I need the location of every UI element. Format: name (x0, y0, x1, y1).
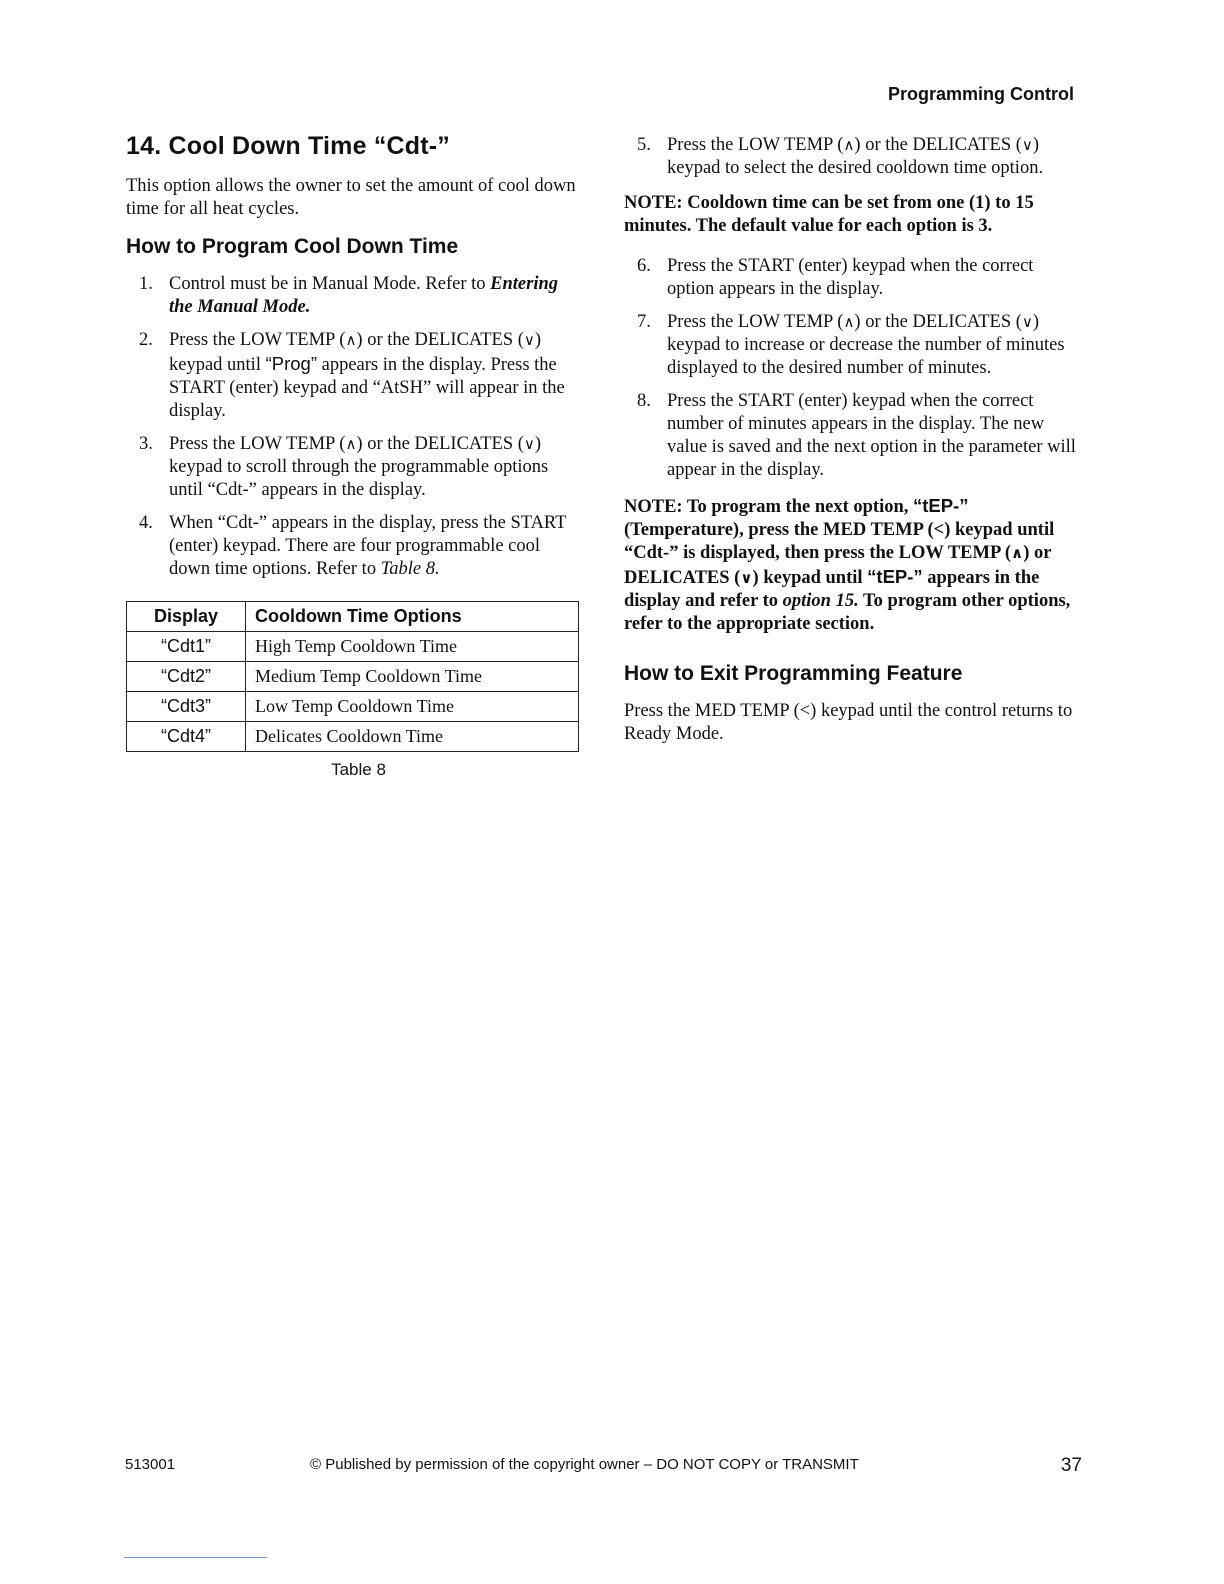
table-row (127, 632, 579, 662)
subheading-program: How to Program Cool Down Time (126, 235, 459, 258)
table-header-display: Display (127, 602, 246, 632)
table-cell-option: Low Temp Cooldown Time (246, 692, 579, 722)
step-number: 6. (637, 256, 651, 276)
step-number: 4. (139, 513, 153, 533)
step-number: 1. (139, 274, 153, 294)
step-text: ) keypad to scroll through the programmable options until “Cdt-” appears in the display. (169, 434, 549, 500)
note-text: NOTE: To program the next option, (624, 497, 914, 517)
note-text: ) or DELICATES ( (624, 543, 1052, 588)
step-text: Press the START (enter) keypad when the correct option appears in the display. (667, 256, 1034, 299)
left-column (126, 132, 581, 780)
step-text: ) or the DELICATES ( (854, 135, 1022, 155)
footer-copyright: © Published by permission of the copyright owner – DO NOT COPY or TRANSMIT (310, 1456, 859, 1473)
down-arrow-icon: ∨ (740, 569, 753, 587)
table-header-options: Cooldown Time Options (246, 602, 579, 632)
step-text: ) keypad until (169, 330, 542, 375)
steps-left-list (126, 273, 581, 581)
step-1 (126, 273, 581, 319)
down-arrow-icon: ∨ (1021, 136, 1033, 154)
table-row (127, 692, 579, 722)
note-text: To program other options, refer to the appropriate section. (624, 591, 1071, 634)
footer-divider (124, 1557, 267, 1558)
step-text: Control must be in Manual Mode. Refer to (169, 274, 491, 294)
table-header-row (127, 602, 579, 632)
step-text: Press the LOW TEMP ( (169, 330, 346, 350)
step-text: Press the LOW TEMP ( (667, 135, 844, 155)
up-arrow-icon: ∧ (843, 313, 855, 331)
step-text: Press the START (enter) keypad when the correct number of minutes appears in the display. The new value is saved and the next option in the parameter will appear in the display. (667, 391, 1076, 480)
up-arrow-icon: ∧ (345, 331, 357, 349)
footer-doc-number: 513001 (125, 1456, 176, 1473)
table-row (127, 722, 579, 752)
table-cell-option: Medium Temp Cooldown Time (246, 662, 579, 692)
table-cell-display: “Cdt2” (127, 662, 246, 692)
step-8 (624, 390, 1076, 482)
up-arrow-icon: ∧ (345, 435, 357, 453)
table-cell-option: High Temp Cooldown Time (246, 632, 579, 662)
display-code: “tEP-” (867, 566, 923, 587)
step-7 (624, 311, 1076, 380)
steps-right-list-b (624, 255, 1076, 482)
step-2 (126, 329, 581, 423)
step-number: 3. (139, 434, 153, 454)
step-6 (624, 255, 1076, 301)
running-header: Programming Control (887, 84, 1074, 104)
step-text: ) keypad to select the desired cooldown time option. (667, 135, 1044, 178)
step-text: Press the LOW TEMP ( (169, 434, 346, 454)
table-cell-display: “Cdt1” (127, 632, 246, 662)
step-text: ) or the DELICATES ( (356, 434, 524, 454)
table-row (127, 662, 579, 692)
down-arrow-icon: ∨ (1021, 313, 1033, 331)
section-title: 14. Cool Down Time “Cdt-” (126, 132, 450, 160)
step-text: appears in the display. Press the START (enter) keypad and “AtSH” will appear in the display. (169, 355, 565, 421)
step-text: ) or the DELICATES ( (854, 312, 1022, 332)
note-text: (Temperature), press the MED TEMP (<) keypad until “Cdt-” is displayed, then press the LOW TEMP ( (624, 520, 1055, 563)
down-arrow-icon: ∨ (523, 331, 535, 349)
note-next-option (624, 494, 1076, 636)
table-caption: Table 8 (331, 760, 386, 779)
table-cell-display: “Cdt3” (127, 692, 246, 722)
footer-page-number: 37 (1060, 1455, 1082, 1476)
option-reference: option 15. (782, 591, 859, 611)
step-3 (126, 433, 581, 502)
section-intro: This option allows the owner to set the amount of cool down time for all heat cycles. (126, 176, 576, 219)
note-text: ) keypad until (752, 568, 868, 588)
step-text: ) keypad to increase or decrease the number of minutes displayed to the desired number of minutes. (667, 312, 1065, 378)
step-text: ) or the DELICATES ( (356, 330, 524, 350)
display-code: “tEP-” (913, 495, 969, 516)
step-text: Press the LOW TEMP ( (667, 312, 844, 332)
step-number: 2. (139, 330, 153, 350)
manual-mode-reference: Entering the Manual Mode. (169, 274, 558, 317)
down-arrow-icon: ∨ (523, 435, 535, 453)
steps-right-list-a (624, 134, 1076, 180)
cooldown-options-table (126, 601, 579, 752)
table-reference: Table 8. (380, 559, 440, 579)
step-number: 7. (637, 312, 651, 332)
note-cooldown-range: NOTE: Cooldown time can be set from one (1) to 15 minutes. The default value for each option is 3. (624, 193, 1034, 236)
table-cell-display: “Cdt4” (127, 722, 246, 752)
up-arrow-icon: ∧ (1011, 544, 1024, 562)
display-code: “Prog” (265, 353, 317, 374)
table-cell-option: Delicates Cooldown Time (246, 722, 579, 752)
step-5 (624, 134, 1076, 180)
note-text: appears in the display and refer to (624, 568, 1040, 611)
subheading-exit: How to Exit Programming Feature (624, 662, 963, 685)
step-4 (126, 512, 581, 581)
exit-text: Press the MED TEMP (<) keypad until the control returns to Ready Mode. (624, 701, 1073, 744)
right-column (624, 134, 1076, 746)
up-arrow-icon: ∧ (843, 136, 855, 154)
step-number: 5. (637, 135, 651, 155)
step-number: 8. (637, 391, 651, 411)
step-text: When “Cdt-” appears in the display, press the START (enter) keypad. There are four programmable cool down time options. Refer to (169, 513, 567, 579)
